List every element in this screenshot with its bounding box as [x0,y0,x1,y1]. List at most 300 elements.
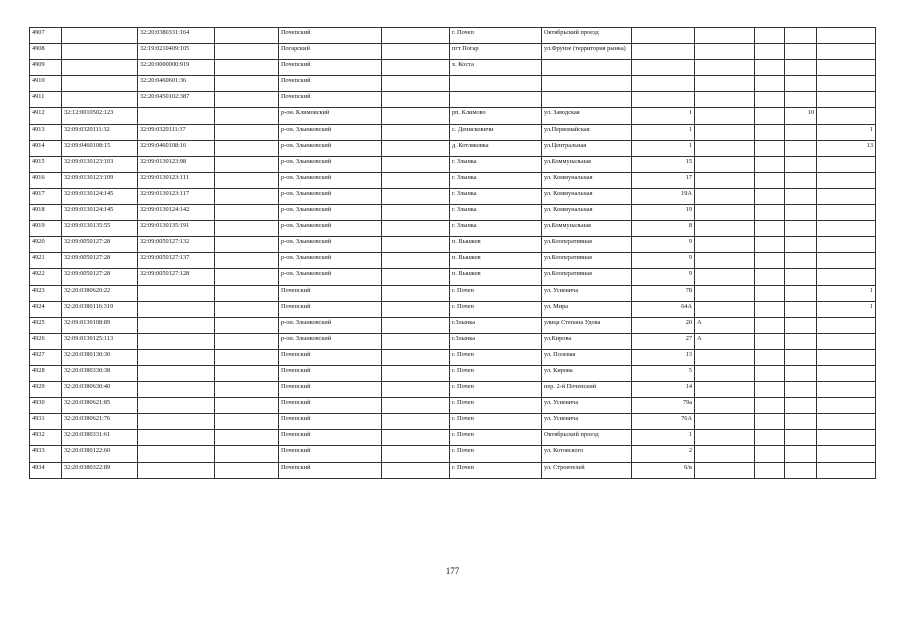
cell-district: Почепский [279,462,382,478]
cell-col-6 [382,237,450,253]
cell-extra-number [215,365,279,381]
cell-cadastral-number-land [62,92,138,108]
cell-cadastral-number-land: 32:20:0380331:61 [62,430,138,446]
cell-extra-number [215,285,279,301]
cell-settlement: г. Почеп [450,301,542,317]
cell-row-number: 4914 [30,140,62,156]
cell-extra-number [215,44,279,60]
cell-settlement: г. Злынка [450,205,542,221]
cell-district: Почепский [279,446,382,462]
cell-col-13 [817,237,876,253]
cell-col-6 [382,221,450,237]
cell-col-11 [755,414,785,430]
cell-cadastral-number-land: 32:09:0050127:28 [62,253,138,269]
cell-extra-number [215,382,279,398]
cell-settlement: с. Денисковичи [450,124,542,140]
cell-col-13 [817,365,876,381]
cell-settlement: г. Почеп [450,28,542,44]
cell-street: ул.Центральная [542,140,632,156]
cell-house-number: 76А [632,414,695,430]
cell-col-12 [785,398,817,414]
cell-street: ул.Кооперативная [542,253,632,269]
cell-house-number: 1 [632,430,695,446]
cell-district: Почепский [279,60,382,76]
cell-house-number: 27 [632,333,695,349]
cell-cadastral-number-land: 32:20:0380621:76 [62,414,138,430]
cell-col-12 [785,28,817,44]
cell-letter [695,462,755,478]
cell-settlement [450,92,542,108]
cell-row-number: 4913 [30,124,62,140]
cell-house-number: 15 [632,156,695,172]
cell-district: р-он. Злынковский [279,317,382,333]
cell-settlement: г. Почеп [450,414,542,430]
cell-district: Почепский [279,28,382,44]
cell-col-12 [785,333,817,349]
cell-letter [695,156,755,172]
cell-row-number: 4924 [30,301,62,317]
cell-col-6 [382,333,450,349]
cell-row-number: 4917 [30,188,62,204]
cell-col-11 [755,462,785,478]
cell-col-11 [755,156,785,172]
cell-cadastral-number-land: 32:20:0380130:30 [62,349,138,365]
cell-col-6 [382,60,450,76]
cell-settlement: п. Вышков [450,253,542,269]
cell-street: ул. Строителей [542,462,632,478]
table-row [30,188,876,204]
cell-cadastral-number-building: 32:09:0050127:132 [138,237,215,253]
cell-street: ул. Усиевича [542,398,632,414]
cell-district: Почепский [279,398,382,414]
cell-row-number: 4932 [30,430,62,446]
cell-col-11 [755,269,785,285]
cell-cadastral-number-building [138,285,215,301]
cell-house-number: 8 [632,221,695,237]
cell-extra-number [215,140,279,156]
cell-house-number: 19А [632,188,695,204]
cell-col-11 [755,124,785,140]
cell-col-6 [382,44,450,60]
table-row [30,140,876,156]
cell-district: р-он. Злынковский [279,205,382,221]
cell-col-13: 13 [817,140,876,156]
cell-col-13 [817,60,876,76]
cell-letter [695,237,755,253]
registry-table [29,27,876,479]
cell-col-11 [755,398,785,414]
cell-row-number: 4907 [30,28,62,44]
cell-cadastral-number-land: 32:09:0130108:89 [62,317,138,333]
cell-col-12 [785,382,817,398]
cell-letter [695,269,755,285]
cell-cadastral-number-building: 32:09:0130123:117 [138,188,215,204]
cell-col-6 [382,140,450,156]
cell-cadastral-number-building [138,301,215,317]
cell-col-13 [817,205,876,221]
cell-house-number: 1 [632,124,695,140]
cell-col-13 [817,446,876,462]
cell-col-11 [755,285,785,301]
cell-col-6 [382,285,450,301]
cell-letter [695,285,755,301]
cell-house-number [632,44,695,60]
cell-col-6 [382,156,450,172]
table-row [30,156,876,172]
cell-col-13 [817,188,876,204]
cell-row-number: 4915 [30,156,62,172]
cell-cadastral-number-land: 32:09:0460108:15 [62,140,138,156]
cell-cadastral-number-building [138,382,215,398]
cell-col-6 [382,188,450,204]
cell-extra-number [215,60,279,76]
table-row [30,172,876,188]
cell-col-12 [785,317,817,333]
cell-district: р-он. Злынковский [279,172,382,188]
cell-letter [695,365,755,381]
cell-settlement: г. Почеп [450,446,542,462]
cell-district: р-он. Злынковский [279,188,382,204]
cell-col-12: 10 [785,108,817,124]
cell-row-number: 4911 [30,92,62,108]
cell-house-number: 9 [632,269,695,285]
cell-cadastral-number-land: 32:20:0380621:85 [62,398,138,414]
cell-col-13 [817,172,876,188]
table-row [30,414,876,430]
cell-settlement: д. Котляковка [450,140,542,156]
cell-district: Погарский [279,44,382,60]
cell-col-13 [817,398,876,414]
cell-cadastral-number-land: 32:09:0130124:145 [62,205,138,221]
cell-cadastral-number-building [138,349,215,365]
cell-cadastral-number-land [62,76,138,92]
cell-letter [695,172,755,188]
cell-street [542,60,632,76]
cell-letter [695,253,755,269]
table-row [30,124,876,140]
cell-cadastral-number-building: 32:09:0130124:142 [138,205,215,221]
cell-extra-number [215,221,279,237]
cell-row-number: 4930 [30,398,62,414]
cell-district: р-он. Злынковский [279,253,382,269]
cell-settlement: г.Злынка [450,333,542,349]
cell-col-12 [785,156,817,172]
cell-col-12 [785,237,817,253]
cell-district: р-он. Злынковский [279,221,382,237]
cell-house-number [632,76,695,92]
table-row [30,430,876,446]
cell-street: ул. Усиевича [542,414,632,430]
cell-cadastral-number-building: 32:20:0380331:164 [138,28,215,44]
cell-row-number: 4912 [30,108,62,124]
cell-extra-number [215,446,279,462]
cell-col-12 [785,124,817,140]
cell-street: ул.Коммунальная [542,156,632,172]
cell-house-number: 78 [632,285,695,301]
cell-cadastral-number-land: 32:20:0380330:38 [62,365,138,381]
cell-settlement: г. Злынка [450,172,542,188]
cell-col-13 [817,414,876,430]
cell-cadastral-number-building [138,333,215,349]
cell-cadastral-number-land: 32:20:0380122:60 [62,446,138,462]
cell-col-11 [755,237,785,253]
cell-cadastral-number-land: 32:20:0380620:22 [62,285,138,301]
cell-cadastral-number-land: 32:09:0050127:28 [62,269,138,285]
cell-cadastral-number-building [138,462,215,478]
cell-letter [695,414,755,430]
cell-col-13 [817,108,876,124]
cell-street: ул. Кирова [542,365,632,381]
cell-cadastral-number-building: 32:09:0320111:37 [138,124,215,140]
cell-house-number: 14 [632,382,695,398]
cell-cadastral-number-land: 32:09:0320111:32 [62,124,138,140]
cell-col-11 [755,28,785,44]
cell-col-13 [817,382,876,398]
cell-settlement: г. Злынка [450,156,542,172]
cell-col-13 [817,28,876,44]
cell-row-number: 4908 [30,44,62,60]
table-row [30,221,876,237]
cell-district: р-он. Злынковский [279,140,382,156]
cell-cadastral-number-land [62,60,138,76]
cell-district: р-он. Злынковский [279,124,382,140]
table-row [30,382,876,398]
cell-col-12 [785,188,817,204]
cell-cadastral-number-land: 32:09:0050127:28 [62,237,138,253]
cell-letter [695,382,755,398]
table-row [30,108,876,124]
cell-district: Почепский [279,76,382,92]
cell-street: Октябрьский проезд [542,28,632,44]
table-row [30,446,876,462]
cell-street: ул. Полевая [542,349,632,365]
cell-col-13: 1 [817,301,876,317]
cell-letter [695,28,755,44]
cell-col-6 [382,253,450,269]
cell-extra-number [215,269,279,285]
cell-street: ул.Кооперативная [542,269,632,285]
cell-col-12 [785,60,817,76]
cell-house-number [632,28,695,44]
cell-extra-number [215,301,279,317]
cell-settlement: рп. Климово [450,108,542,124]
cell-cadastral-number-building: 32:09:0130123:111 [138,172,215,188]
cell-house-number: 19 [632,205,695,221]
cell-extra-number [215,108,279,124]
cell-extra-number [215,237,279,253]
cell-col-11 [755,333,785,349]
cell-settlement [450,76,542,92]
cell-extra-number [215,172,279,188]
cell-district: Почепский [279,430,382,446]
cell-cadastral-number-land: 32:20:0380630:40 [62,382,138,398]
cell-settlement: х. Коста [450,60,542,76]
cell-col-6 [382,124,450,140]
cell-cadastral-number-building [138,446,215,462]
cell-street: ул.Фрунзе (территория рынка) [542,44,632,60]
cell-settlement: пгт Погар [450,44,542,60]
cell-col-6 [382,92,450,108]
cell-col-11 [755,349,785,365]
cell-street: ул.Коммунальная [542,221,632,237]
cell-row-number: 4918 [30,205,62,221]
cell-col-6 [382,446,450,462]
cell-street: ул.Кооперативная [542,237,632,253]
cell-col-12 [785,221,817,237]
cell-row-number: 4922 [30,269,62,285]
table-row [30,285,876,301]
cell-street: ул. Коммунальная [542,205,632,221]
cell-cadastral-number-land: 32:12:0010502:123 [62,108,138,124]
cell-letter [695,44,755,60]
cell-settlement: г. Почеп [450,462,542,478]
table-row [30,76,876,92]
cell-letter [695,188,755,204]
table-row [30,253,876,269]
cell-street [542,76,632,92]
cell-extra-number [215,430,279,446]
cell-col-12 [785,140,817,156]
cell-letter [695,76,755,92]
cell-col-6 [382,76,450,92]
cell-settlement: п. Вышков [450,237,542,253]
cell-col-6 [382,269,450,285]
cell-settlement: г. Почеп [450,285,542,301]
cell-cadastral-number-building [138,108,215,124]
cell-cadastral-number-land: 32:20:0380116:319 [62,301,138,317]
cell-letter [695,430,755,446]
cell-col-6 [382,462,450,478]
cell-col-6 [382,382,450,398]
cell-col-12 [785,462,817,478]
table-row [30,365,876,381]
cell-cadastral-number-building: 32:20:0450102:387 [138,92,215,108]
cell-settlement: г. Злынка [450,188,542,204]
cell-col-6 [382,414,450,430]
cell-col-11 [755,301,785,317]
cell-house-number: 9 [632,253,695,269]
cell-extra-number [215,253,279,269]
table-row [30,398,876,414]
cell-district: р-он. Злынковский [279,333,382,349]
cell-col-13 [817,462,876,478]
table-row [30,349,876,365]
cell-col-13 [817,317,876,333]
cell-cadastral-number-land [62,28,138,44]
cell-row-number: 4916 [30,172,62,188]
cell-district: Почепский [279,349,382,365]
cell-cadastral-number-land [62,44,138,60]
cell-row-number: 4910 [30,76,62,92]
cell-letter [695,205,755,221]
cell-street: ул. Коммунальная [542,172,632,188]
page-number: 177 [445,566,460,576]
cell-cadastral-number-building: 32:09:0050127:137 [138,253,215,269]
cell-row-number: 4909 [30,60,62,76]
cell-col-11 [755,446,785,462]
cell-extra-number [215,188,279,204]
table-row [30,28,876,44]
cell-extra-number [215,205,279,221]
cell-row-number: 4927 [30,349,62,365]
cell-house-number [632,92,695,108]
cell-col-6 [382,172,450,188]
cell-cadastral-number-land: 32:09:0130123:109 [62,172,138,188]
cell-col-12 [785,414,817,430]
cell-settlement: г. Почеп [450,398,542,414]
cell-settlement: г. Почеп [450,430,542,446]
cell-extra-number [215,124,279,140]
cell-district: р-он. Злынковский [279,156,382,172]
cell-col-6 [382,301,450,317]
cell-letter [695,124,755,140]
cell-cadastral-number-building [138,398,215,414]
cell-col-11 [755,60,785,76]
cell-col-13 [817,44,876,60]
cell-street: пер. 2-й Почепский [542,382,632,398]
cell-row-number: 4934 [30,462,62,478]
cell-col-6 [382,349,450,365]
cell-cadastral-number-land: 32:09:0130135:55 [62,221,138,237]
cell-cadastral-number-building [138,317,215,333]
cell-street: ул.Первомайская [542,124,632,140]
cell-cadastral-number-land: 32:09:0130123:103 [62,156,138,172]
cell-row-number: 4920 [30,237,62,253]
cell-col-12 [785,172,817,188]
cell-row-number: 4923 [30,285,62,301]
table-row [30,301,876,317]
cell-district: р-он. Злынковский [279,237,382,253]
table-row [30,60,876,76]
table-row [30,333,876,349]
cell-col-13 [817,156,876,172]
cell-extra-number [215,317,279,333]
cell-letter [695,108,755,124]
cell-letter [695,140,755,156]
cell-col-11 [755,205,785,221]
cell-cadastral-number-land: 32:09:0130125:113 [62,333,138,349]
cell-street: ул. Коммунальная [542,188,632,204]
cell-col-13 [817,333,876,349]
cell-col-12 [785,269,817,285]
cell-letter [695,92,755,108]
cell-cadastral-number-building: 32:09:0130135:191 [138,221,215,237]
cell-col-12 [785,430,817,446]
cell-letter [695,349,755,365]
cell-house-number: 2 [632,446,695,462]
cell-district: Почепский [279,92,382,108]
cell-col-12 [785,365,817,381]
cell-street: ул.Кирова [542,333,632,349]
table-row [30,92,876,108]
cell-district: р-он. Климовский [279,108,382,124]
table-row [30,44,876,60]
cell-street [542,92,632,108]
cell-row-number: 4933 [30,446,62,462]
cell-extra-number [215,76,279,92]
cell-col-6 [382,205,450,221]
cell-col-12 [785,205,817,221]
cell-col-11 [755,253,785,269]
cell-house-number: 13 [632,349,695,365]
cell-col-13 [817,269,876,285]
cell-house-number: 20 [632,317,695,333]
cell-street: Октябрьский проезд [542,430,632,446]
cell-extra-number [215,92,279,108]
cell-cadastral-number-land: 32:09:0130124:145 [62,188,138,204]
cell-col-12 [785,253,817,269]
cell-col-6 [382,430,450,446]
